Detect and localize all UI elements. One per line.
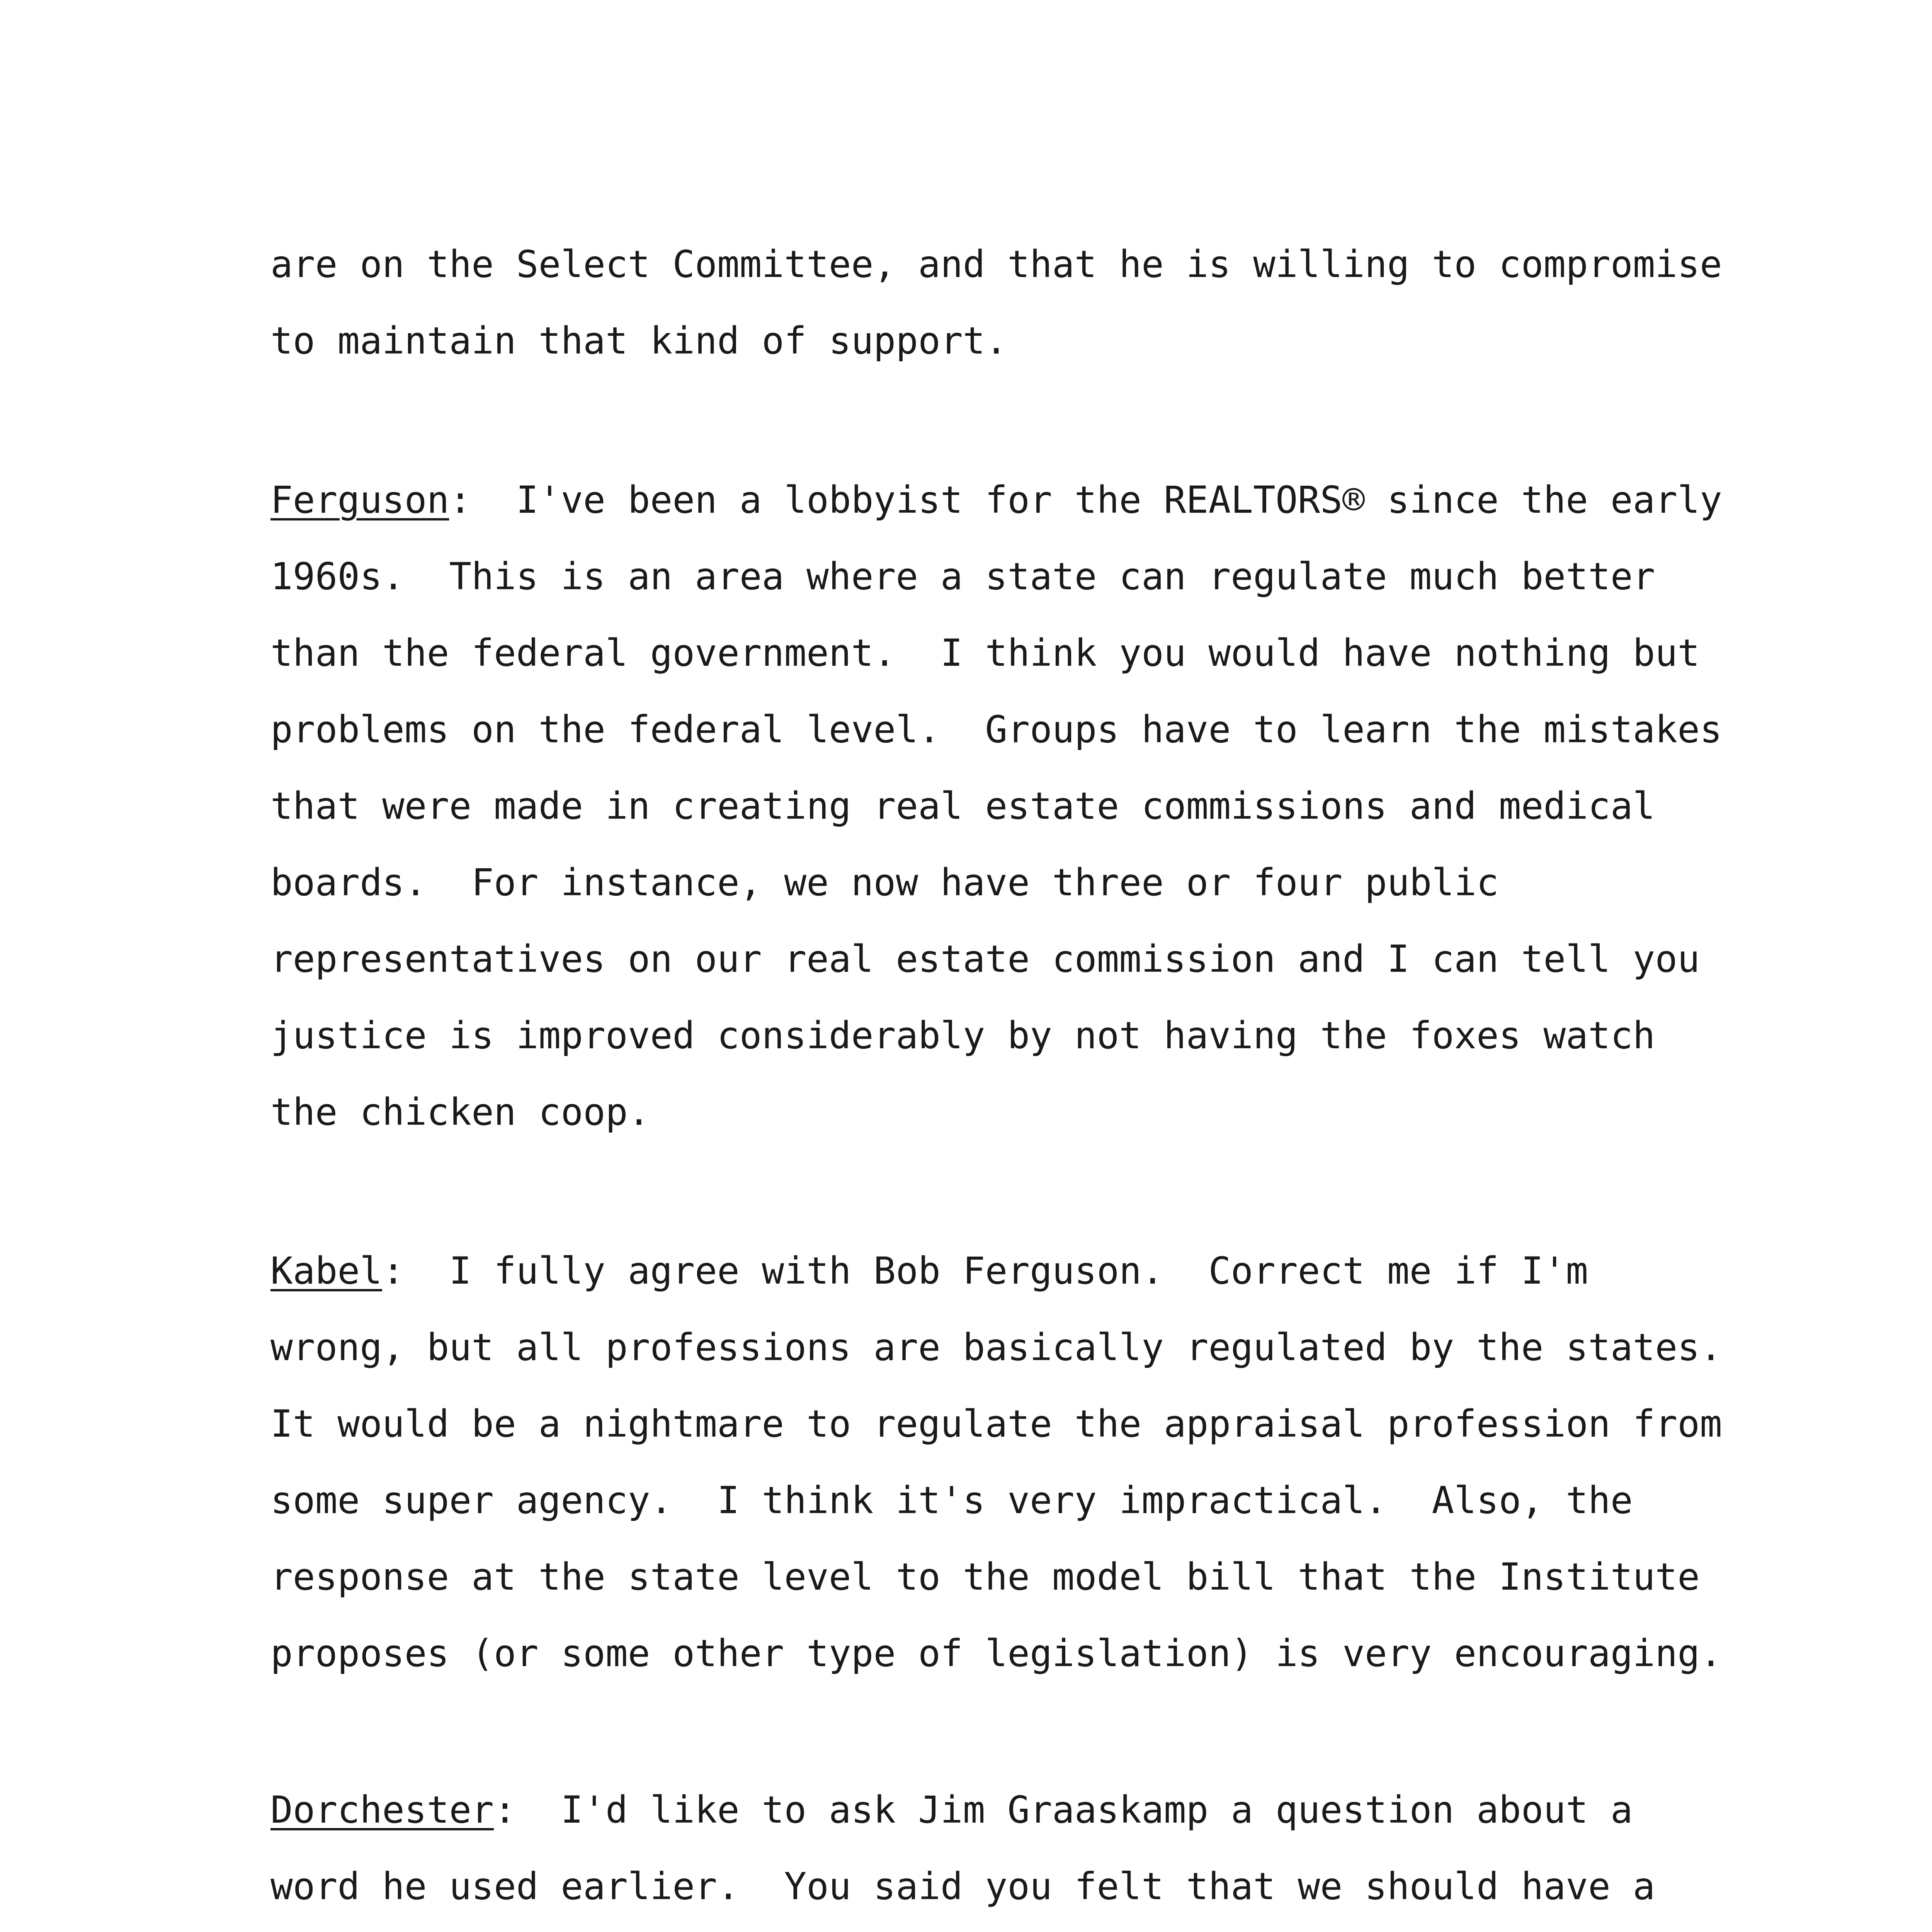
paragraph-dorchester: [270, 1772, 1816, 1932]
text-line: wrong, but all professions are basically regulated by the states.: [270, 1326, 1722, 1369]
text-line: than the federal government. I think you would have nothing but: [270, 631, 1700, 675]
speaker-line-text: : I've been a lobbyist for the REALTORS® since the early: [449, 478, 1722, 522]
speaker-line-text: : I'd like to ask Jim Graaskamp a question about a: [493, 1788, 1633, 1832]
speaker-name: Dorchester: [270, 1788, 494, 1832]
speaker-name: Kabel: [270, 1249, 382, 1293]
paragraph-kabel: [270, 1233, 1816, 1692]
text-line: are on the Select Committee, and that he is willing to compromise: [270, 243, 1722, 286]
text-line: proposes (or some other type of legislation) is very encouraging.: [270, 1632, 1722, 1675]
text-line: problems on the federal level. Groups have to learn the mistakes: [270, 708, 1722, 751]
text-line: justice is improved considerably by not having the foxes watch: [270, 1014, 1655, 1057]
text-line: It would be a nightmare to regulate the appraisal profession from: [270, 1402, 1722, 1446]
speaker-line: [270, 1233, 1816, 1309]
text-line: boards. For instance, we now have three or four public: [270, 861, 1499, 904]
text-line: that were made in creating real estate commissions and medical: [270, 784, 1655, 828]
speaker-line: [270, 462, 1816, 538]
text-line: word he used earlier. You said you felt that we should have a: [270, 1865, 1655, 1908]
text-line: some super agency. I think it's very impractical. Also, the: [270, 1479, 1633, 1522]
text-line: to maintain that kind of support.: [270, 319, 1008, 362]
text-line: 1960s. This is an area where a state can regulate much better: [270, 555, 1655, 598]
paragraph-continuation: [270, 226, 1816, 379]
paragraph-ferguson: [270, 462, 1816, 1150]
speaker-line-text: : I fully agree with Bob Ferguson. Correct me if I'm: [382, 1249, 1588, 1293]
text-line: representatives on our real estate commission and I can tell you: [270, 937, 1700, 981]
text-line: [270, 1925, 1816, 1932]
speaker-line: [270, 1772, 1816, 1848]
text-line: response at the state level to the model bill that the Institute: [270, 1555, 1700, 1599]
speaker-name: Ferguson: [270, 478, 449, 522]
text-line: the chicken coop.: [270, 1090, 650, 1134]
